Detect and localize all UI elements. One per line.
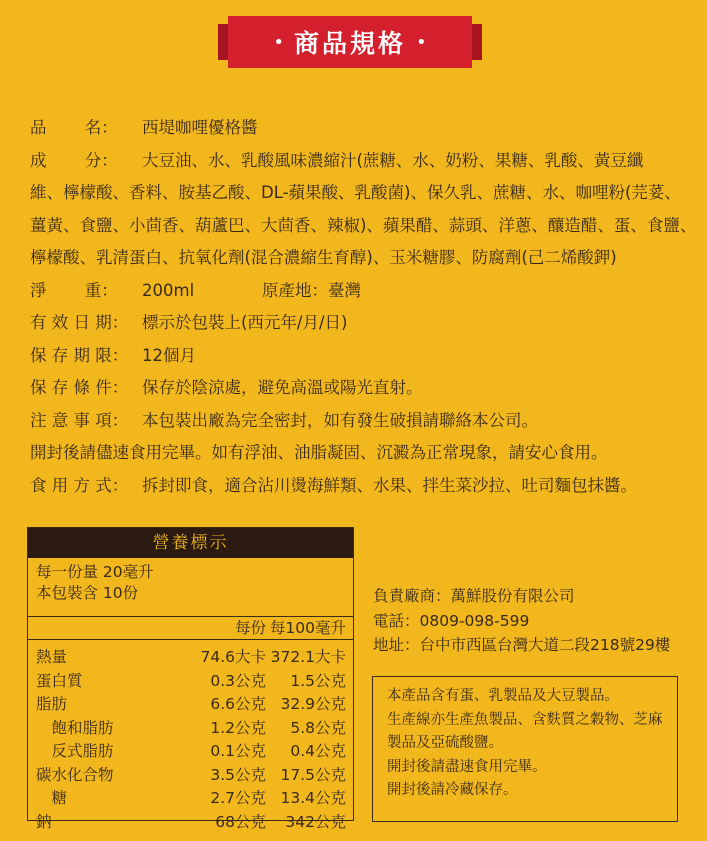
spec-value: 西堤咖哩優格醬 (142, 118, 258, 137)
nutrient-p100: 17.5公克 (280, 765, 346, 784)
nutrient-per: 74.6大卡 (200, 648, 266, 666)
serving-size: 每一份量 20毫升 (36, 563, 154, 581)
spec-label: 食 用 方 式： (30, 475, 129, 495)
nutrition-row (28, 646, 353, 670)
warning-line: 本產品含有蛋、乳製品及大豆製品。 (387, 688, 619, 704)
nutrition-title: 營養標示 (28, 528, 353, 558)
nutrient-name: 脂肪 (36, 695, 68, 713)
nutrient-p100: 5.8公克 (290, 718, 346, 737)
nutrient-p100: 13.4公克 (280, 789, 346, 807)
spec-label: 淨 重： (30, 280, 118, 300)
nutrient-p100: 32.9公克 (280, 695, 346, 713)
nutrient-per: 68公克 (215, 812, 266, 831)
spec-value: 保存於陰涼處，避免高溫或陽光直射。 (142, 378, 423, 397)
nutrition-row (28, 764, 353, 788)
allergen-warning-box (372, 676, 678, 822)
spec-label: 保 存 期 限： (30, 345, 129, 365)
warning-line: 開封後請冷藏保存。 (387, 782, 518, 798)
nutrient-p100: 342公克 (285, 812, 346, 831)
nutrition-row (28, 740, 353, 764)
nutrient-name: 飽和脂肪 (36, 718, 114, 737)
servings-per-pack: 本包裝含 10份 (36, 584, 139, 602)
nutrition-header (28, 617, 353, 640)
spec-name (30, 112, 690, 145)
spec-net (30, 275, 690, 308)
nutrient-name: 糖 (36, 789, 68, 807)
dot-left: • (273, 31, 284, 53)
spec-label: 成 分： (30, 150, 118, 170)
spec-value: 本包裝出廠為完全密封，如有發生破損請聯絡本公司。 (142, 410, 538, 430)
nutrient-p100: 1.5公克 (290, 671, 346, 690)
spec-usage (30, 470, 690, 503)
title-banner (228, 16, 472, 68)
nutrition-row (28, 717, 353, 741)
spec-value: 12個月 (142, 345, 196, 365)
nutrient-per: 6.6公克 (210, 695, 266, 713)
warning-line: 生產線亦生產魚製品、含麩質之穀物、芝麻 (387, 711, 663, 728)
spec-value: 拆封即食，適合沾川燙海鮮類、水果、拌生菜沙拉、吐司麵包抹醬。 (142, 475, 637, 495)
nutrient-name: 蛋白質 (36, 671, 83, 690)
nutrient-p100: 0.4公克 (290, 742, 346, 760)
spec-notice (30, 405, 690, 438)
warning-line: 開封後請盡速食用完畢。 (387, 758, 547, 775)
nutrient-per: 3.5公克 (210, 765, 266, 784)
nutrient-per: 0.3公克 (210, 671, 266, 690)
spec-shelf (30, 340, 690, 373)
manufacturer-info (373, 584, 670, 658)
col-per-100: 每100毫升 (269, 619, 346, 637)
manufacturer-phone: 電話：0809-098-599 (373, 611, 530, 630)
spec-label: 保 存 條 件： (30, 378, 129, 397)
spec-label: 注 意 事 項： (30, 410, 129, 430)
banner-title: 商品規格 (293, 29, 406, 58)
dot-right: • (416, 31, 427, 53)
nutrient-name: 反式脂肪 (36, 742, 114, 760)
header-spacer (28, 617, 196, 639)
nutrient-per: 1.2公克 (210, 718, 266, 737)
spec-origin: 原產地：臺灣 (262, 280, 361, 300)
spec-notice-cont: 開封後請儘速食用完畢。如有浮油、油脂凝固、沉澱為正常現象，請安心食用。 (30, 443, 608, 462)
spec-ingredients-cont: 檸檬酸、乳清蛋白、抗氧化劑(混合濃縮生育醇)、玉米糖膠、防腐劑(己二烯酸鉀) (30, 248, 617, 267)
nutrient-name: 鈉 (36, 812, 52, 831)
spec-label: 有 效 日 期： (30, 313, 129, 332)
spec-ingredients-cont: 維、檸檬酸、香料、胺基乙酸、DL-蘋果酸、乳酸菌)、保久乳、蔗糖、水、咖哩粉(芫荽、 (30, 183, 681, 202)
nutrient-name: 熱量 (36, 648, 68, 666)
spec-storage (30, 372, 690, 405)
nutrient-per: 2.7公克 (210, 789, 266, 807)
nutrition-row (28, 787, 353, 811)
col-per-serving: 每份 (234, 619, 266, 637)
spec-label: 品 名： (30, 118, 118, 137)
spec-list (30, 112, 697, 502)
spec-value: 大豆油、水、乳酸風味濃縮汁(蔗糖、水、奶粉、果糖、乳酸、黃豆纖 (142, 150, 644, 170)
nutrient-name: 碳水化合物 (36, 765, 114, 784)
nutrition-table (27, 527, 354, 831)
nutrition-rows (28, 640, 353, 834)
spec-ingredients (30, 145, 690, 178)
nutrition-row (28, 811, 353, 835)
warning-line: 製品及亞硫酸鹽。 (387, 735, 503, 751)
nutrition-row (28, 693, 353, 717)
nutrition-row (28, 670, 353, 694)
nutrient-p100: 372.1大卡 (270, 648, 346, 666)
manufacturer-address: 地址：台中市西區台灣大道二段218號29樓 (373, 636, 671, 654)
spec-value: 200ml (142, 280, 195, 300)
spec-value: 標示於包裝上(西元年/月/日) (142, 313, 348, 332)
manufacturer-company: 負責廠商：萬鮮股份有限公司 (373, 587, 575, 605)
spec-expiry (30, 307, 690, 340)
spec-ingredients-cont: 薑黃、食鹽、小茴香、葫蘆巴、大茴香、辣椒)、蘋果醋、蒜頭、洋蔥、釀造醋、蛋、食鹽、 (30, 215, 697, 235)
nutrient-per: 0.1公克 (210, 742, 266, 760)
serving-info (28, 558, 353, 617)
